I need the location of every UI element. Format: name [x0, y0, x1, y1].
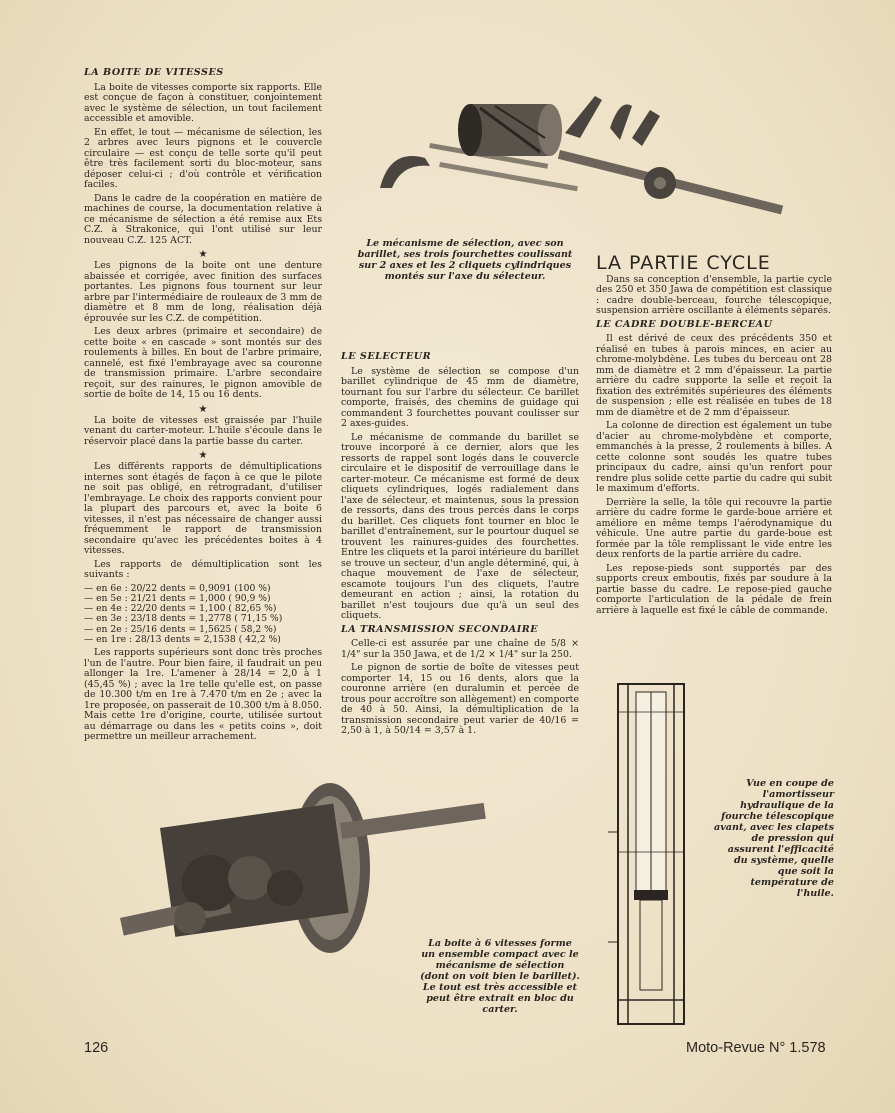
shock-absorber-diagram [604, 682, 704, 1027]
paragraph: Le mécanisme de commande du barillet se trouve incorporé à ce dernier, alors que les ressorts de rappel sont logés dans le couvercle circulaire et le dispositif de verrouillage dans le carter-moteur. Ce mécanisme est formé de deux cliquets cylindriques, logés radialement dans l'axe de sélecteur, et maintenus, sous la pression de ressorts, dans des trous percés dans le corps du barillet. Ces cliquets font tourner en bloc le barillet d'entraînement, sur le pourtour duquel se trouvent les rainures-guides des fourchettes. Entre les cliquets et la paroi intérieure du barillet se trouve un secteur, d'un angle déterminé, qui, à chaque mouvement de l'axe de sélecteur, escamote toujours l'un des cliquets, l'autre demeurant en action ; ainsi, la rotation du barillet n'est toujours due qu'à un seul des cliquets. [341, 431, 579, 621]
ratio-item: — en 6e : 20/22 dents = 0,9091 (100 %) [84, 582, 271, 594]
paragraph: Les différents rapports de démultiplications internes sont étagés de façon à ce que le pilote ne soit pas obligé, en rétrogradant, d'utiliser l'embrayage. Le choix des rapports convient pour la plupart des parcours et, avec la boite 6 vitesses, il n'est pas nécessaire de changer aussi fréquemment le rapport de transmission secondaire qu'avec les précédentes boites à 4 vitesses. [84, 461, 322, 556]
star-separator: ★ [198, 450, 208, 461]
selector-mechanism-photo [370, 88, 800, 238]
ratio-item: — en 5e : 21/21 dents = 1,000 ( 90,9 %) [84, 592, 271, 604]
gearbox-caption: La boite à 6 vitesses forme un ensemble compact avec le mécanisme de sélection (dont on voit bien le barillet). Le tout est très accessible et peut être extrait en bloc du carter. [420, 938, 580, 1015]
right-column [596, 252, 832, 619]
star-separator: ★ [198, 403, 208, 415]
page-number: 126 [84, 1040, 109, 1056]
paragraph: La boite de vitesses est graissée par l'huile venant du carter-moteur. L'huile s'écoule dans le réservoir placé dans la partie basse du carter. [84, 414, 322, 447]
ratio-item: — en 2e : 25/16 dents = 1,5625 ( 58,2 %) [84, 623, 277, 635]
ratio-list [84, 584, 322, 646]
paragraph: Les pignons de la boite ont une denture abaissée et corrigée, avec finition des surfaces portantes. Les pignons fous tournent sur leur arbre par l'intermédiaire de rouleaux de 3 mm de diamètre et 8 mm de long, réalisation déjà éprouvée sur les C.Z. de compétition. [84, 260, 322, 324]
paragraph: Les rapports de démultiplication sont les suivants : [84, 558, 322, 580]
paragraph: Dans le cadre de la coopération en matière de machines de course, la documentation relative à ce mécanisme de sélection a été remise aux Ets C.Z. à Strakonice, qui l'ont utilisé sur leur nouveau C.Z. 125 ACT. [84, 192, 322, 246]
selector-heading: LE SELECTEUR [341, 351, 432, 362]
paragraph: La colonne de direction est également un tube d'acier au chrome-molybdène et comporte, emmanchés à la presse, 2 roulements à billes. A cette colonne sont soudés les quatre tubes principaux du cadre, ainsi qu'un renfort pour rendre plus solide cette partie du cadre qui subit le maximum d'efforts. [596, 420, 832, 494]
paragraph: Dans sa conception d'ensemble, la partie cycle des 250 et 350 Jawa de compétition est classique : cadre double-berceau, fourche télescopique, suspension arrière oscillante à éléments séparés. [596, 273, 832, 316]
left-column [84, 68, 322, 746]
transmission-heading: LA TRANSMISSION SECONDAIRE [341, 623, 539, 635]
star-separator: ★ [198, 249, 208, 260]
paragraph: Les repose-pieds sont supportés par des supports creux emboutis, fixés par soudure à la partie basse du cadre. Le repose-pied gauche comporte l'articulation de la pédale de frein arrière à laquelle est fixé le câble de commande. [596, 562, 832, 616]
paragraph: Le système de sélection se compose d'un barillet cylindrique de 45 mm de diamètre, tournant fou sur l'arbre du sélecteur. Ce barillet comporte, fraisés, des chemins de guidage qui commandent 3 fourchettes pouvant coulisser sur 2 axes-guides. [341, 365, 579, 429]
gearbox-heading: LA BOITE DE VITESSES [84, 67, 224, 78]
frame-heading: LE CADRE DOUBLE-BERCEAU [596, 318, 773, 330]
paragraph: Le pignon de sortie de boîte de vitesses peut comporter 14, 15 ou 16 dents, alors que la couronne arrière (en duralumin et percée de trous pour accroître son allègement) en comporte de 40 à 50. Ainsi, la démultiplication de la transmission secondaire peut varier de 40/16 = 2,50 à 1, à 50/14 = 3,57 à 1. [341, 662, 579, 736]
section-title: LA PARTIE CYCLE [596, 252, 771, 274]
paragraph: Les deux arbres (primaire et secondaire) de cette boite « en cascade » sont montés sur des roulements à billes. En bout de l'arbre primaire, cannelé, est fixé l'embrayage avec sa couronne de transmission primaire. L'arbre secondaire reçoit, sur des rainures, le pignon amovible de sortie de boîte de 14, 15 ou 16 dents. [84, 326, 322, 400]
paragraph: Celle-ci est assurée par une chaîne de 5/8 × 1/4" sur la 350 Jawa, et de 1/2 × 1/4" sur la 250. [341, 638, 579, 660]
paragraph: Derrière la selle, la tôle qui recouvre la partie arrière du cadre forme le garde-boue arrière et améliore en même temps l'aérodynamique du véhicule. Une autre partie du garde-boue est formée par la tôle remplissant le vide entre les deux renforts de la partie arrière du cadre. [596, 496, 832, 560]
paragraph: En effet, le tout — mécanisme de sélection, les 2 arbres avec leurs pignons et le couvercle circulaire — est conçu de telle sorte qu'il peut être très facilement sorti du bloc-moteur, sans déposer celui-ci ; d'où contrôle et vérification faciles. [84, 126, 322, 190]
shock-absorber-caption: Vue en coupe de l'amortisseur hydraulique de la fourche télescopique avant, avec les clapets de pression qui assurent l'efficacité du système, quelle que soit la température de l'huile. [713, 778, 834, 899]
middle-column [341, 352, 579, 740]
ratio-item: — en 3e : 23/18 dents = 1,2778 ( 71,15 %) [84, 613, 283, 625]
paragraph: Les rapports supérieurs sont donc très proches l'un de l'autre. Pour bien faire, il faudrait un peu allonger la 1re. L'amener à 28/14 = 2,0 à 1 (45,45 %) ; avec la 1re telle qu'elle est, on passe de 10.300 t/m en 1re à 7.470 t/m en 2e ; avec la 1re proposée, on passerait de 10.300 t/m à 8.050. Mais cette 1re d'origine, courte, utilisée surtout au démarrage ou dans les « petits coins », doit permettre un meilleur arrachement. [84, 647, 322, 743]
paragraph: La boite de vitesses comporte six rapports. Elle est conçue de façon à constituer, conjointement avec le système de sélection, un tout facilement accessible et amovible. [84, 81, 322, 124]
paragraph: Il est dérivé de ceux des précédents 350 et réalisé en tubes à parois minces, en acier au chrome-molybdène. Les tubes du berceau ont 28 mm de diamètre et 2 mm d'épaisseur. La partie arrière du cadre supporte la selle et reçoit la fixation des extrémités supérieures des éléments de suspension ; elle est réalisée en tubes de 18 mm de diamètre et de 2 mm d'épaisseur. [596, 333, 832, 418]
selector-caption: Le mécanisme de sélection, avec son barillet, ses trois fourchettes coulissant sur 2 axes et les 2 cliquets cylindriques montés sur l'axe du sélecteur. [357, 238, 573, 282]
magazine-issue: Moto-Revue N° 1.578 [686, 1040, 826, 1056]
ratio-item: — en 1re : 28/13 dents = 2,1538 ( 42,2 %) [84, 633, 281, 645]
ratio-item: — en 4e : 22/20 dents = 1,100 ( 82,65 %) [84, 603, 277, 615]
